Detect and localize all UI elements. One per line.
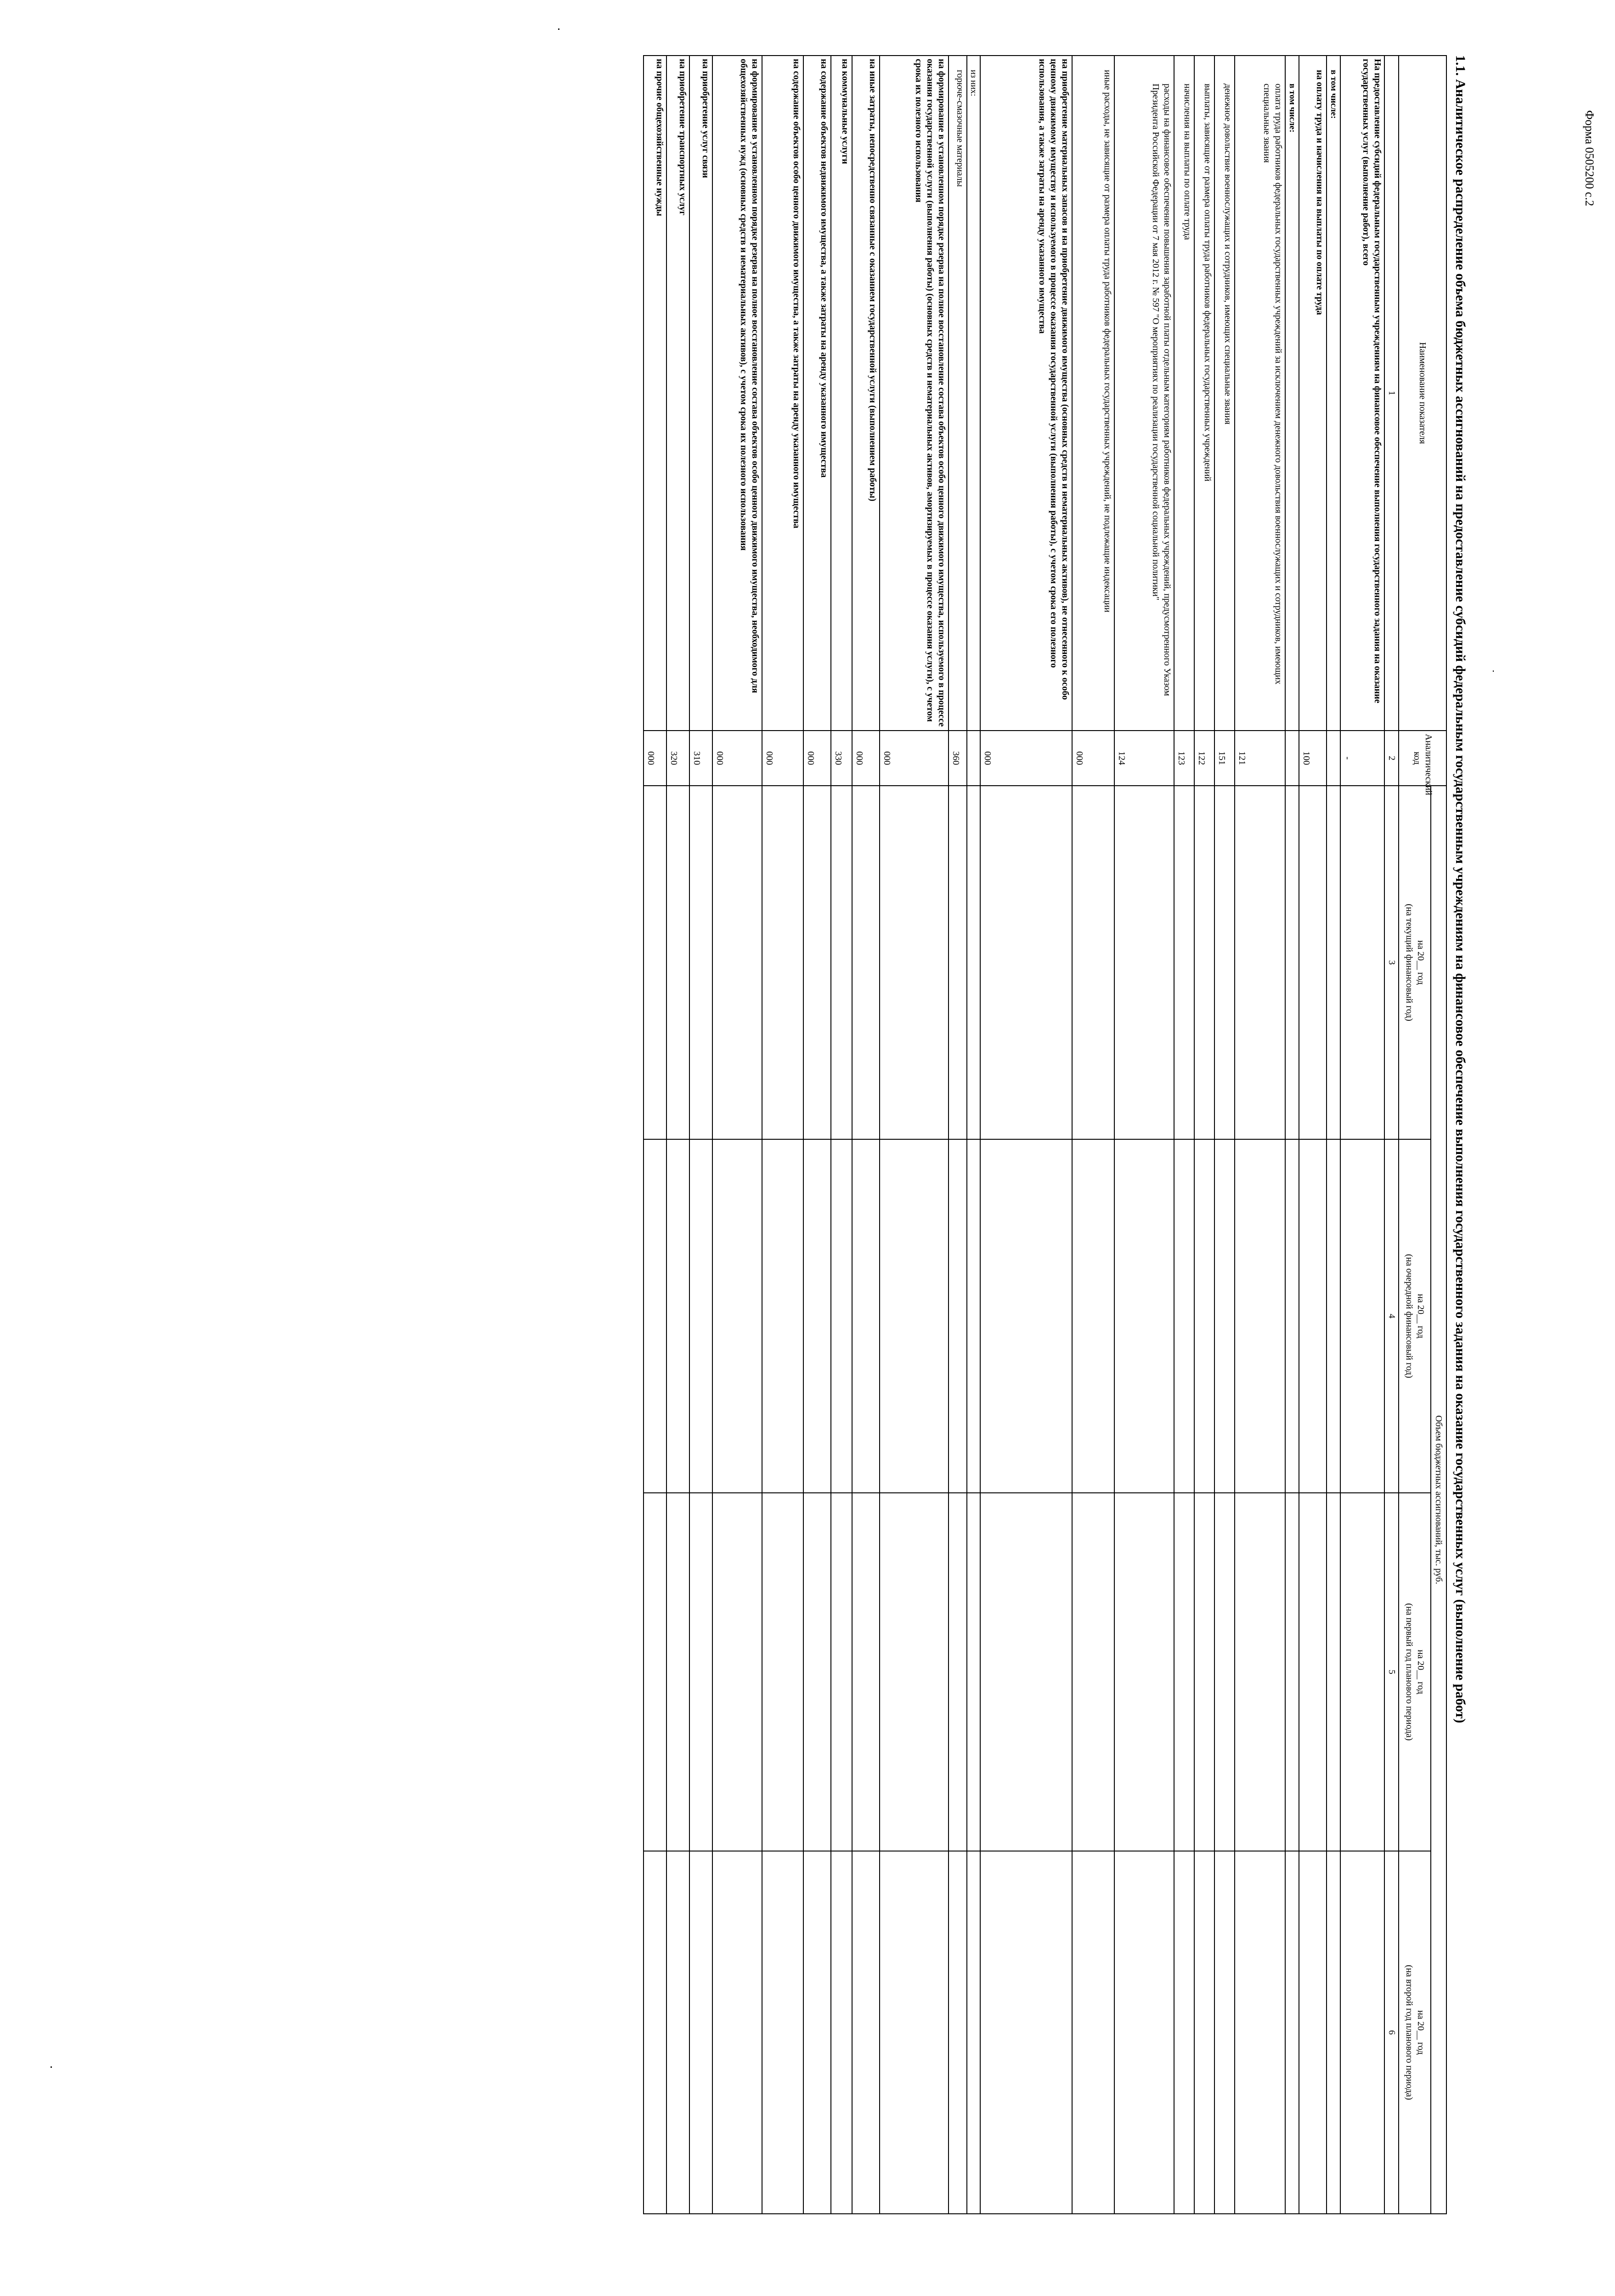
value-cell[interactable] xyxy=(967,1139,981,1493)
header-year-2-period: (на очередной финансовый год) xyxy=(1404,1254,1414,1379)
value-cell[interactable] xyxy=(803,786,831,1139)
row-code: 310 xyxy=(689,731,712,786)
value-cell[interactable] xyxy=(1073,1493,1115,1851)
row-name: на прочие общехозяйственные нужды xyxy=(644,56,666,731)
row-name: на содержание объектов недвижимого имущества, а также затраты на аренду указанного имущества xyxy=(803,56,831,731)
value-cell[interactable] xyxy=(949,786,967,1139)
value-cell[interactable] xyxy=(1115,1139,1175,1493)
value-cell[interactable] xyxy=(967,786,981,1139)
value-cell[interactable] xyxy=(1175,1139,1195,1493)
value-cell[interactable] xyxy=(1340,1139,1384,1493)
table-row xyxy=(1286,56,1299,2214)
value-cell[interactable] xyxy=(1299,786,1327,1139)
value-cell[interactable] xyxy=(644,1851,666,2214)
row-code: 000 xyxy=(852,731,880,786)
value-cell[interactable] xyxy=(1115,1851,1175,2214)
value-cell[interactable] xyxy=(1175,1851,1195,2214)
header-year-4 xyxy=(1399,1851,1431,2214)
value-cell[interactable] xyxy=(803,1493,831,1851)
table-row xyxy=(880,56,949,2214)
row-code: 123 xyxy=(1175,731,1195,786)
value-cell[interactable] xyxy=(967,1493,981,1851)
table-row xyxy=(689,56,712,2214)
row-name: на оплату труда и начисления на выплаты по оплате труда xyxy=(1299,56,1327,731)
value-cell[interactable] xyxy=(1286,1139,1299,1493)
value-cell[interactable] xyxy=(666,1851,689,2214)
value-cell[interactable] xyxy=(880,786,949,1139)
value-cell[interactable] xyxy=(1235,1851,1286,2214)
header-year-1-period: (на текущий финансовый год) xyxy=(1404,904,1414,1021)
column-number: 2 xyxy=(1384,731,1399,786)
value-cell[interactable] xyxy=(880,1493,949,1851)
row-code: 100 xyxy=(1299,731,1327,786)
column-number: 1 xyxy=(1384,56,1399,731)
value-cell[interactable] xyxy=(712,1139,762,1493)
value-cell[interactable] xyxy=(981,1851,1073,2214)
header-code: Аналитический код xyxy=(1399,731,1446,786)
row-name: денежное довольствие военнослужащих и сотрудников, имеющих специальные звания xyxy=(1215,56,1235,731)
value-cell[interactable] xyxy=(1286,1493,1299,1851)
value-cell[interactable] xyxy=(712,1493,762,1851)
value-cell[interactable] xyxy=(1299,1851,1327,2214)
value-cell[interactable] xyxy=(981,1139,1073,1493)
row-code: 000 xyxy=(712,731,762,786)
header-year-1 xyxy=(1399,786,1431,1139)
value-cell[interactable] xyxy=(1195,1139,1215,1493)
table-row xyxy=(1175,56,1195,2214)
value-cell[interactable] xyxy=(1327,786,1340,1139)
row-name: в том числе: xyxy=(1286,56,1299,731)
row-name: на формирование в установленном порядке резерва на полное восстановление состава объектов особо ценного движимого имущества, используемого в процессе оказания государственной услуги (выполнения работы) (основных средств и нематериальных активов, амортизируемых в процессе оказания услуги), с учетом срока их полезного использования xyxy=(880,56,949,731)
header-year-3-period: (на первый год планового периода) xyxy=(1404,1603,1414,1741)
value-cell[interactable] xyxy=(1195,786,1215,1139)
value-cell[interactable] xyxy=(666,1493,689,1851)
value-cell[interactable] xyxy=(666,786,689,1139)
value-cell[interactable] xyxy=(831,1851,852,2214)
value-cell[interactable] xyxy=(666,1139,689,1493)
value-cell[interactable] xyxy=(762,1493,803,1851)
row-name: на приобретение услуг связи xyxy=(689,56,712,731)
value-cell[interactable] xyxy=(689,1139,712,1493)
table-row xyxy=(762,56,803,2214)
row-code: 320 xyxy=(666,731,689,786)
table-row xyxy=(1327,56,1340,2214)
table-row xyxy=(712,56,762,2214)
value-cell[interactable] xyxy=(803,1139,831,1493)
value-cell[interactable] xyxy=(1235,786,1286,1139)
row-code: 121 xyxy=(1235,731,1286,786)
value-cell[interactable] xyxy=(762,1139,803,1493)
value-cell[interactable] xyxy=(1299,1139,1327,1493)
value-cell[interactable] xyxy=(1215,1139,1235,1493)
value-cell[interactable] xyxy=(1327,1139,1340,1493)
scan-mark xyxy=(1493,670,1494,672)
page-title: 1.1. Аналитическое распределение объема бюджетных ассигнований на предоставление субсидий федеральным государственным учреждениям на финансовое обеспечение выполнения государственного задания на оказание государственных услуг (выполнение работ) xyxy=(1453,55,1468,1723)
table-row xyxy=(981,56,1073,2214)
value-cell[interactable] xyxy=(1175,1493,1195,1851)
value-cell[interactable] xyxy=(712,786,762,1139)
value-cell[interactable] xyxy=(712,1851,762,2214)
form-code: Форма 0505200 с.2 xyxy=(1583,110,1596,207)
value-cell[interactable] xyxy=(1340,1493,1384,1851)
value-cell[interactable] xyxy=(1340,786,1384,1139)
value-cell[interactable] xyxy=(880,1139,949,1493)
table-row xyxy=(803,56,831,2214)
value-cell[interactable] xyxy=(1327,1851,1340,2214)
row-code: - xyxy=(1340,731,1384,786)
row-code: 000 xyxy=(644,731,666,786)
value-cell[interactable] xyxy=(1195,1851,1215,2214)
scan-mark xyxy=(51,2066,52,2068)
row-name: на коммунальные услуги xyxy=(831,56,852,731)
value-cell[interactable] xyxy=(689,786,712,1139)
table-row xyxy=(1299,56,1327,2214)
value-cell[interactable] xyxy=(1299,1493,1327,1851)
column-number: 5 xyxy=(1384,1493,1399,1851)
column-number: 3 xyxy=(1384,786,1399,1139)
row-name: иные расходы, не зависящие от размера оплаты труда работников федеральных государственных учреждений, не подлежащие индексации xyxy=(1073,56,1115,731)
header-year-3-year: на 20__ год xyxy=(1416,1649,1426,1694)
row-name: начисления на выплаты по оплате труда xyxy=(1175,56,1195,731)
value-cell[interactable] xyxy=(981,1493,1073,1851)
row-name: в том числе: xyxy=(1327,56,1340,731)
value-cell[interactable] xyxy=(762,786,803,1139)
value-cell[interactable] xyxy=(1286,786,1299,1139)
value-cell[interactable] xyxy=(831,1139,852,1493)
table-row xyxy=(831,56,852,2214)
table-row xyxy=(1195,56,1215,2214)
value-cell[interactable] xyxy=(762,1851,803,2214)
row-code: 124 xyxy=(1115,731,1175,786)
value-cell[interactable] xyxy=(644,1493,666,1851)
header-group: Объем бюджетных ассигнований, тыс. руб. xyxy=(1431,786,1446,2214)
row-code: 000 xyxy=(981,731,1073,786)
header-name: Наименование показателя xyxy=(1399,56,1446,731)
row-code: 000 xyxy=(1073,731,1115,786)
table-row xyxy=(1073,56,1115,2214)
row-code xyxy=(1286,731,1299,786)
value-cell[interactable] xyxy=(831,786,852,1139)
value-cell[interactable] xyxy=(949,1493,967,1851)
row-code: 151 xyxy=(1215,731,1235,786)
value-cell[interactable] xyxy=(852,786,880,1139)
value-cell[interactable] xyxy=(644,1139,666,1493)
value-cell[interactable] xyxy=(1195,1493,1215,1851)
value-cell[interactable] xyxy=(981,786,1073,1139)
table-row xyxy=(1215,56,1235,2214)
value-cell[interactable] xyxy=(689,1851,712,2214)
header-year-1-year: на 20__ год xyxy=(1416,940,1426,985)
column-number: 6 xyxy=(1384,1851,1399,2214)
value-cell[interactable] xyxy=(1073,786,1115,1139)
header-year-2 xyxy=(1399,1139,1431,1493)
row-name: На предоставление субсидий федеральным государственным учреждениям на финансовое обеспечение выполнения государственного задания на оказание государственных услуг (выполнение работ), всего xyxy=(1340,56,1384,731)
row-code: 000 xyxy=(762,731,803,786)
value-cell[interactable] xyxy=(852,1493,880,1851)
row-name: горюче-смазочные материалы xyxy=(949,56,967,731)
table-row xyxy=(967,56,981,2214)
row-name: на приобретение транспортных услуг xyxy=(666,56,689,731)
value-cell[interactable] xyxy=(831,1493,852,1851)
value-cell[interactable] xyxy=(1073,1139,1115,1493)
value-cell[interactable] xyxy=(880,1851,949,2214)
table-row xyxy=(852,56,880,2214)
header-year-4-year: на 20__ год xyxy=(1416,2010,1426,2055)
rotated-page xyxy=(119,55,1468,2250)
row-code xyxy=(967,731,981,786)
table-row xyxy=(666,56,689,2214)
row-name: выплаты, зависящие от размера оплаты труда работников федеральных государственных учреждений xyxy=(1195,56,1215,731)
value-cell[interactable] xyxy=(1073,1851,1115,2214)
row-code: 000 xyxy=(880,731,949,786)
row-name: на содержание объектов особо ценного движимого имущества, а также затраты на аренду указанного имущества xyxy=(762,56,803,731)
row-name: из них: xyxy=(967,56,981,731)
row-name: на иные затраты, непосредственно связанные с оказанием государственной услуги (выполнением работы) xyxy=(852,56,880,731)
value-cell[interactable] xyxy=(689,1493,712,1851)
column-number: 4 xyxy=(1384,1139,1399,1493)
header-year-3 xyxy=(1399,1493,1431,1851)
value-cell[interactable] xyxy=(1215,786,1235,1139)
value-cell[interactable] xyxy=(967,1851,981,2214)
row-name: расходы на финансовое обеспечение повышения заработной платы отдельным категориям работников федеральных учреждений, предусмотренного Указом Президента Российской Федерации от 7 мая 2012 г. № 597 "О мероприятиях по реализации государственной социальной политики" xyxy=(1115,56,1175,731)
value-cell[interactable] xyxy=(1115,786,1175,1139)
value-cell[interactable] xyxy=(1215,1493,1235,1851)
row-code: 122 xyxy=(1195,731,1215,786)
value-cell[interactable] xyxy=(803,1851,831,2214)
value-cell[interactable] xyxy=(852,1139,880,1493)
row-code: 360 xyxy=(949,731,967,786)
header-year-4-period: (на второй год планового периода) xyxy=(1404,1964,1414,2100)
value-cell[interactable] xyxy=(1235,1139,1286,1493)
value-cell[interactable] xyxy=(1235,1493,1286,1851)
header-year-2-year: на 20__ год xyxy=(1416,1294,1426,1339)
row-name: оплата труда работников федеральных государственных учреждений за исключением денежного довольствия военнослужащих и сотрудников, имеющих специальные звания xyxy=(1235,56,1286,731)
value-cell[interactable] xyxy=(949,1851,967,2214)
value-cell[interactable] xyxy=(1215,1851,1235,2214)
row-code: 000 xyxy=(803,731,831,786)
value-cell[interactable] xyxy=(644,786,666,1139)
budget-table xyxy=(643,55,1447,2214)
table-row xyxy=(644,56,666,2214)
table-row xyxy=(1235,56,1286,2214)
value-cell[interactable] xyxy=(1327,1493,1340,1851)
value-cell[interactable] xyxy=(1115,1493,1175,1851)
value-cell[interactable] xyxy=(1175,786,1195,1139)
value-cell[interactable] xyxy=(852,1851,880,2214)
value-cell[interactable] xyxy=(1286,1851,1299,2214)
table-row xyxy=(949,56,967,2214)
table-row xyxy=(1115,56,1175,2214)
row-code: 330 xyxy=(831,731,852,786)
row-name: на формирование в установленном порядке резерва на полное восстановление состава объектов особо ценного движимого имущества, необходимого для общехозяйственных нужд (основных средств и нематериальных активов), с учетом срока их полезного использования xyxy=(712,56,762,731)
row-name: на приобретение материальных запасов и на приобретение движимого имущества (основных средств и нематериальных активов), не отнесенного к особо ценному движимому имуществу и используемого в процессе оказания государственной услуги (выполнения работы), с учетом срока его полезного использования, а также затраты на аренду указанного имущества xyxy=(981,56,1073,731)
scan-mark xyxy=(558,28,559,30)
value-cell[interactable] xyxy=(949,1139,967,1493)
row-code xyxy=(1327,731,1340,786)
table-row xyxy=(1340,56,1384,2214)
value-cell[interactable] xyxy=(1340,1851,1384,2214)
